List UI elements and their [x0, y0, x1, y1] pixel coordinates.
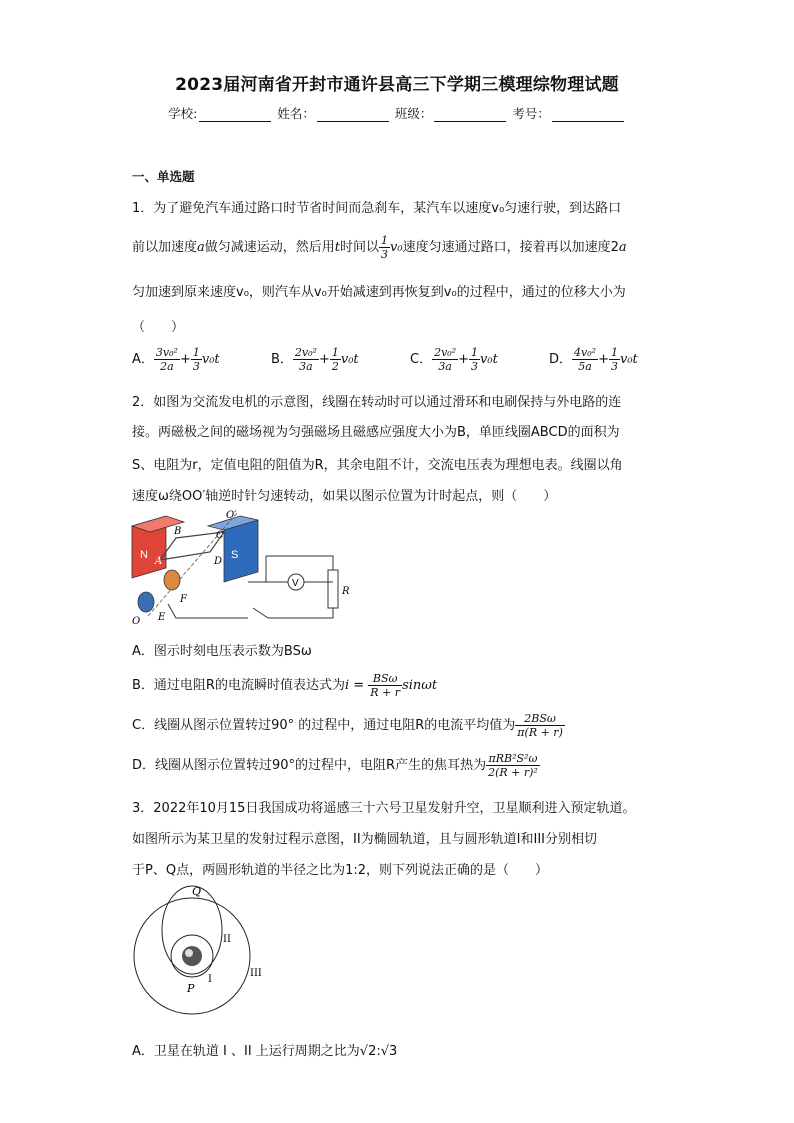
label-r: R — [342, 586, 350, 597]
label-orbit-iii: III — [250, 968, 262, 979]
q3-line2: 如图所示为某卫星的发射过程示意图，II为椭圆轨道，且与圆形轨道I和III分别相切 — [132, 832, 598, 847]
planet — [182, 946, 202, 966]
q2-option-b: B．通过电阻R的电流瞬时值表达式为i = $\frac{\text{BSω}}{R + r}$ sinωt — [132, 672, 438, 699]
section-heading: 一、单选题 — [132, 169, 195, 184]
label-p: P — [187, 982, 195, 995]
switch — [253, 608, 268, 618]
school-label: 学校: — [168, 106, 198, 121]
slip-ring-2 — [138, 592, 154, 612]
label-c: C — [216, 530, 224, 541]
q3-line3: 于P、Q点，两圆形轨道的半径之比为1:2，则下列说法正确的是（ ） — [132, 863, 548, 878]
slip-ring-1 — [164, 570, 180, 590]
q2-line2: 接。两磁极之间的磁场视为匀强磁场且磁感应强度大小为B，单匝线圈ABCD的面积为 — [132, 425, 620, 440]
q1-line3: 匀加速到原来速度v₀，则汽车从v₀开始减速到再恢复到v₀的过程中，通过的位移大小为 — [132, 285, 626, 300]
s-pole-magnet — [224, 520, 258, 582]
class-label: 班级： — [394, 106, 433, 121]
q2-option-c: C．线圈从图示位置转过90° 的过程中，通过电阻R的电流平均值为 $\frac{\text{2BSω}}{\pi(R + r)}$ — [132, 712, 563, 739]
name-blank — [317, 121, 389, 122]
q1-option-b: B． $\frac{\text{2v₀²}}{3a}$ + $\frac{1}{2}$ v₀t — [271, 346, 359, 373]
q1-line1: 1．为了避免汽车通过路口时节省时间而急刹车，某汽车以速度v₀匀速行驶，到达路口 — [132, 201, 622, 216]
s-pole-label: S — [231, 549, 239, 561]
generator-figure — [128, 508, 358, 630]
label-o: O — [132, 616, 141, 627]
label-q: Q — [192, 885, 202, 898]
school-blank — [199, 121, 271, 122]
q1-option-d: D． $\frac{\text{4v₀²}}{5a}$ + $\frac{1}{3}$ v₀t — [549, 346, 638, 373]
q3-option-a: A．卫星在轨道 I 、II 上运行周期之比为√2:√3 — [132, 1044, 398, 1059]
orbit-figure — [132, 884, 282, 1020]
q1-line2: 前以加速度a做匀减速运动，然后用t时间以 $\frac{1}{3}$ v₀速度匀速通过路口，接着再以加速度2a — [132, 234, 627, 261]
label-orbit-i: I — [208, 974, 212, 985]
fraction-one-third: $\frac{1}{3}$ — [381, 234, 389, 261]
label-e: E — [158, 612, 166, 623]
circuit-wire-top — [266, 556, 333, 570]
voltmeter-label: V — [292, 578, 299, 589]
class-blank — [434, 121, 506, 122]
q2-line3: S、电阻为r，定值电阻的阻值为R，其余电阻不计，交流电压表为理想电表。线圈以角 — [132, 458, 623, 473]
q2-option-a: A．图示时刻电压表示数为BSω — [132, 644, 312, 659]
resistor-r — [328, 570, 338, 608]
label-o-prime: O′ — [226, 510, 237, 521]
label-f: F — [180, 594, 187, 605]
q2-option-d: D．线圈从图示位置转过90°的过程中，电阻R产生的焦耳热为 $\frac{\text{πRB²S²ω}}{\text{2(R + r)²}}$ — [132, 752, 538, 779]
label-d: D — [214, 556, 223, 567]
circuit-wire-bottom — [268, 608, 333, 618]
id-label: 考号： — [512, 106, 550, 121]
label-a: A — [155, 556, 163, 567]
page-title: 2023届河南省开封市通许县高三下学期三模理综物理试题 — [175, 75, 619, 95]
id-blank — [552, 121, 624, 122]
student-info-row — [0, 104, 794, 122]
q1-option-c: C． $\frac{\text{2v₀²}}{3a}$ + $\frac{1}{3}$ v₀t — [410, 346, 498, 373]
q2-line1: 2．如图为交流发电机的示意图，线圈在转动时可以通过滑环和电刷保持与外电路的连 — [132, 395, 622, 410]
label-orbit-ii: II — [223, 934, 231, 945]
q1-line4: （ ） — [132, 320, 185, 335]
q2-line4: 速度ω绕OO′轴逆时针匀速转动，如果以图示位置为计时起点，则（ ） — [132, 489, 557, 504]
q1-option-a: A． $\frac{\text{3v₀²}}{2a}$ + $\frac{1}{3}$ v₀t — [132, 346, 220, 373]
name-label: 姓名： — [277, 106, 315, 121]
q3-line1: 3．2022年10月15日我国成功将遥感三十六号卫星发射升空，卫星顺利进入预定轨道。 — [132, 801, 636, 816]
label-b: B — [174, 526, 182, 537]
n-pole-label: N — [140, 549, 148, 561]
